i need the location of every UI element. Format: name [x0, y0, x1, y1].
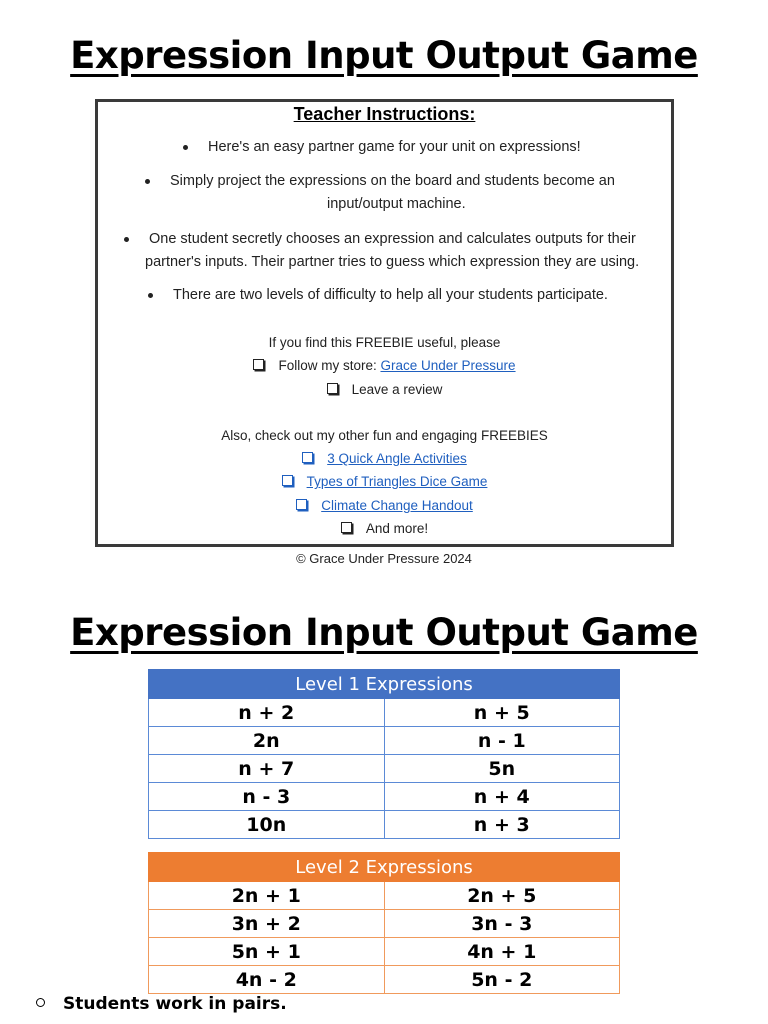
follow-store-item: [98, 358, 671, 373]
level-1-header: Level 1 Expressions: [149, 670, 620, 699]
expression-cell: n + 2: [149, 699, 385, 727]
pairs-note-text: Students work in pairs.: [63, 994, 287, 1014]
circle-bullet-icon: [36, 998, 45, 1007]
expression-cell: 2n + 5: [384, 882, 620, 910]
checkbox-icon: [253, 359, 264, 370]
checkbox-icon: [302, 452, 313, 463]
bullet-text: Simply project the expressions on the board and students become an: [170, 173, 615, 189]
expression-cell: n + 3: [384, 811, 620, 839]
table-row: [149, 699, 620, 727]
table-row: [149, 727, 620, 755]
level-2-header: Level 2 Expressions: [149, 853, 620, 882]
instruction-bullet-cont: [327, 193, 466, 216]
checkbox-icon: [282, 475, 293, 486]
bullet-dot: [183, 145, 188, 150]
bullet-text: One student secretly chooses an expression and calculates outputs for their: [149, 231, 636, 247]
bullet-text: input/output machine.: [327, 196, 466, 212]
freebie-intro: If you find this FREEBIE useful, please: [268, 335, 501, 350]
expression-cell: n + 5: [384, 699, 620, 727]
expression-cell: 5n - 2: [384, 966, 620, 994]
bullet-dot: [124, 237, 129, 242]
freebie-item: [98, 451, 671, 466]
freebie-link[interactable]: 3 Quick Angle Activities: [327, 451, 467, 466]
instructions-heading: Teacher Instructions:: [293, 104, 476, 124]
table-row: [149, 811, 620, 839]
expression-cell: 4n + 1: [384, 938, 620, 966]
bullet-text: partner's inputs. Their partner tries to guess which expression they are using.: [145, 254, 640, 270]
level-1-table: [148, 669, 620, 839]
instruction-bullet: [170, 170, 615, 193]
review-label: Leave a review: [351, 382, 443, 397]
freebie-item: [98, 498, 671, 513]
table-row: [149, 755, 620, 783]
expression-cell: 10n: [149, 811, 385, 839]
checkbox-icon: [327, 383, 338, 394]
teacher-instructions-box: [95, 99, 674, 547]
follow-label: Follow my store:: [278, 358, 381, 373]
bullet-text: Here's an easy partner game for your unit on expressions!: [208, 139, 581, 155]
pairs-note: [36, 994, 287, 1014]
checkbox-icon: [296, 499, 307, 510]
expression-cell: 5n: [384, 755, 620, 783]
copyright: © Grace Under Pressure 2024: [296, 551, 472, 566]
expression-cell: 2n: [149, 727, 385, 755]
expression-cell: 3n - 3: [384, 910, 620, 938]
freebie-link[interactable]: Climate Change Handout: [321, 498, 473, 513]
table-row: [149, 938, 620, 966]
expression-cell: 5n + 1: [149, 938, 385, 966]
table-row: [149, 910, 620, 938]
expression-cell: n + 7: [149, 755, 385, 783]
table-row: [149, 966, 620, 994]
freebies-intro: Also, check out my other fun and engaging FREEBIES: [221, 428, 548, 443]
instruction-bullet: [208, 136, 581, 159]
checkbox-icon: [341, 522, 352, 533]
table-row: [149, 783, 620, 811]
bullet-dot: [145, 179, 150, 184]
page-title: Expression Input Output Game: [70, 34, 698, 77]
freebie-item: [98, 474, 671, 489]
leave-review-item: [98, 382, 671, 397]
expression-cell: 2n + 1: [149, 882, 385, 910]
instruction-bullet: [149, 228, 636, 251]
bullet-text: There are two levels of difficulty to help all your students participate.: [173, 287, 608, 303]
and-more-item: [98, 521, 671, 536]
bullet-dot: [148, 293, 153, 298]
expression-cell: 3n + 2: [149, 910, 385, 938]
store-link[interactable]: Grace Under Pressure: [380, 358, 516, 373]
freebie-link[interactable]: Types of Triangles Dice Game: [306, 474, 488, 489]
expression-cell: n - 1: [384, 727, 620, 755]
and-more-label: And more!: [365, 521, 429, 536]
page-title-2: Expression Input Output Game: [70, 611, 698, 654]
expression-cell: n - 3: [149, 783, 385, 811]
instruction-bullet-cont: [145, 251, 639, 274]
expression-cell: n + 4: [384, 783, 620, 811]
instruction-bullet: [173, 284, 608, 307]
level-2-table: [148, 852, 620, 994]
expression-cell: 4n - 2: [149, 966, 385, 994]
table-row: [149, 882, 620, 910]
